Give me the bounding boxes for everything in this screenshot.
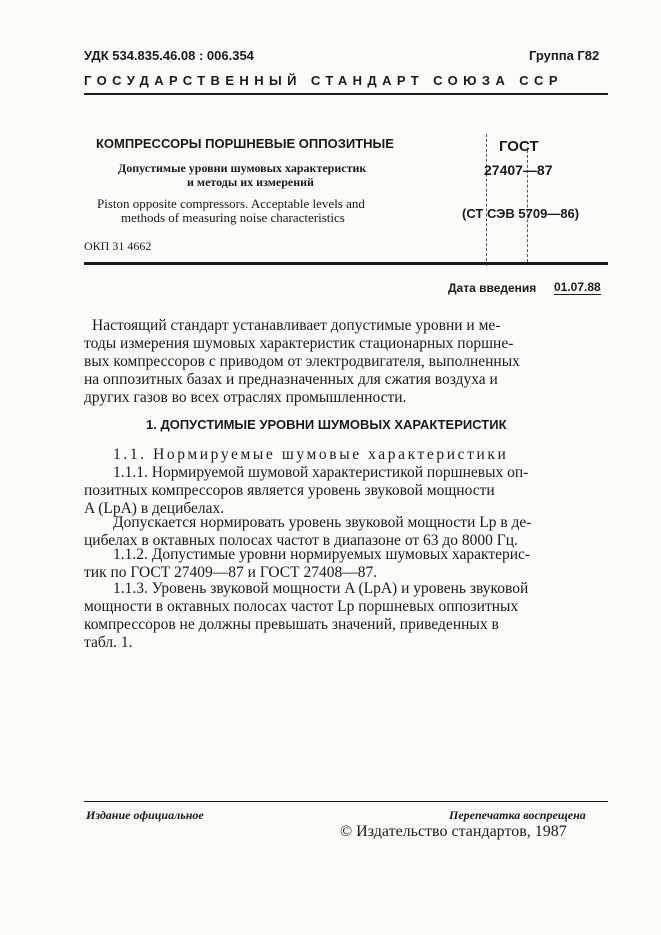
intro-line: на оппозитных базах и предназначенных для сжатия воздуха и — [84, 371, 498, 388]
subtitle-line-1: Допустимые уровни шумовых характеристик — [118, 161, 367, 175]
clause-line: тик по ГОСТ 27409—87 и ГОСТ 27408—87. — [84, 564, 378, 581]
st-sev-reference: (СТ СЭВ 5709—86) — [462, 206, 580, 221]
document-title: КОМПРЕССОРЫ ПОРШНЕВЫЕ ОППОЗИТНЫЕ — [96, 136, 394, 151]
okp-code: ОКП 31 4662 — [84, 239, 152, 253]
edition-note: Издание официальное — [86, 808, 204, 822]
clause-line: 1.1.3. Уровень звуковой мощности A (LpA) и уровень звуковой — [113, 580, 529, 597]
clause-line: Допускается нормировать уровень звуковой мощности Lp в де- — [113, 514, 532, 531]
footer-divider — [84, 801, 608, 802]
clause-line: компрессоров не должны превышать значений, приведенных в — [84, 616, 499, 633]
column-divider — [486, 134, 487, 266]
effective-date-label: Дата введения — [448, 281, 537, 295]
title-block-divider — [84, 262, 608, 265]
clause-line: мощности в октавных полосах частот Lp поршневых оппозитных — [84, 598, 519, 615]
section-heading: 1. ДОПУСТИМЫЕ УРОВНИ ШУМОВЫХ ХАРАКТЕРИСТИК — [146, 417, 507, 432]
effective-date-value: 01.07.88 — [554, 280, 601, 294]
gost-number: 27407—87 — [484, 162, 553, 178]
clause-line: 1.1.2. Допустимые уровни нормируемых шумовых характерис- — [113, 546, 531, 563]
top-divider — [84, 93, 608, 95]
standard-heading: ГОСУДАРСТВЕННЫЙ СТАНДАРТ СОЮЗА ССР — [84, 73, 563, 88]
english-title-line-1: Piston opposite compressors. Acceptable levels and — [97, 196, 365, 211]
clause-line: табл. 1. — [84, 634, 133, 651]
copyright-line: © Издательство стандартов, 1987 — [340, 823, 567, 840]
intro-line: вых компрессоров с приводом от электродвигателя, выполненных — [84, 353, 520, 370]
intro-line: Настоящий стандарт устанавливает допустимые уровни и ме- — [92, 317, 501, 334]
group-code: Группа Г82 — [529, 48, 600, 63]
clause-line: цибелах в октавных полосах частот в диапазоне от 63 до 8000 Гц. — [84, 532, 518, 549]
clause-line: 1.1.1. Нормируемой шумовой характеристикой поршневых оп- — [113, 464, 529, 481]
gost-label: ГОСТ — [499, 138, 539, 155]
clause-line: позитных компрессоров является уровень звуковой мощности — [84, 482, 495, 499]
clause-line: A (LpA) в децибелах. — [84, 500, 225, 517]
english-title-line-2: methods of measuring noise characteristics — [121, 210, 345, 225]
reprint-note: Перепечатка воспрещена — [449, 808, 586, 822]
clause-1-1-heading: 1.1. Нормируемые шумовые характеристики — [113, 446, 509, 463]
subtitle-line-2: и методы их измерений — [187, 175, 314, 189]
intro-line: тоды измерения шумовых характеристик стационарных поршне- — [84, 335, 514, 352]
intro-line: других газов во всех отраслях промышленности. — [84, 389, 407, 406]
udc-code: УДК 534.835.46.08 : 006.354 — [84, 48, 254, 63]
